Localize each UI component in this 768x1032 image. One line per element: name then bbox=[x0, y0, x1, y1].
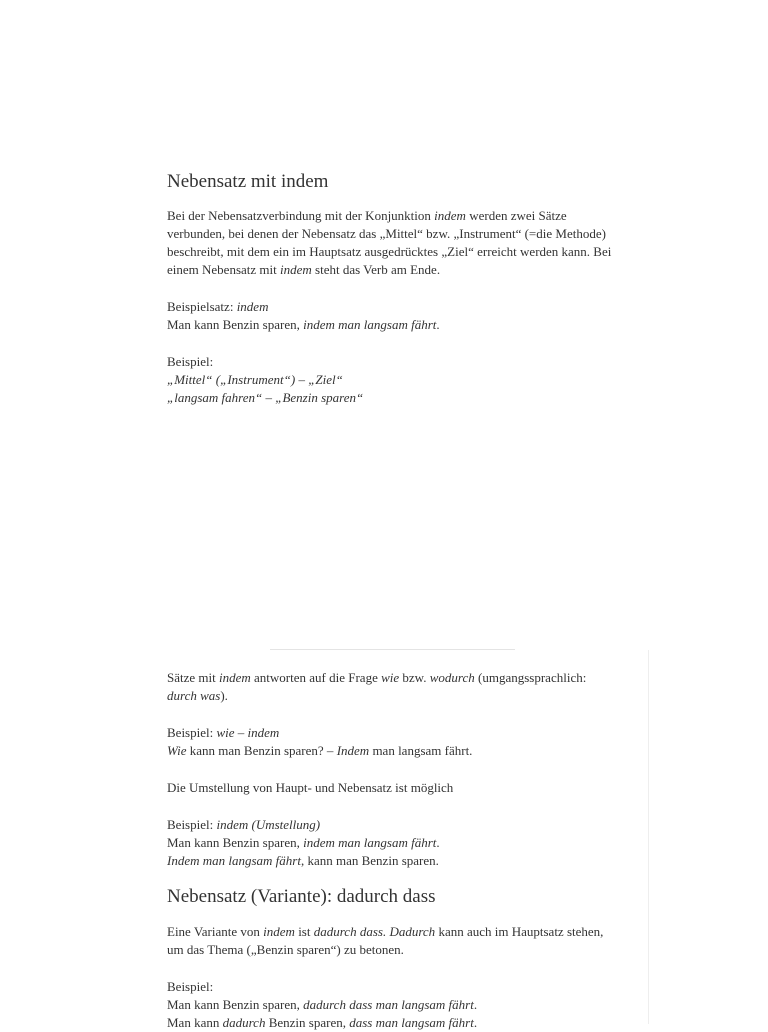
text-run: Sätze mit bbox=[167, 670, 219, 685]
example-label bbox=[167, 298, 612, 316]
text-run: ). bbox=[220, 688, 228, 703]
emphasis-text: indem bbox=[236, 299, 269, 314]
emphasis-text: „Mittel“ („Instrument“) – „Ziel“ bbox=[167, 372, 343, 387]
example-line-2 bbox=[167, 1014, 612, 1032]
text-run: Beispiel: bbox=[167, 725, 217, 740]
example2-line-2 bbox=[167, 852, 612, 870]
example2-line-1 bbox=[167, 371, 612, 389]
emphasis-text: indem bbox=[219, 670, 251, 685]
emphasis-text: durch was bbox=[167, 688, 221, 703]
text-run: Man kann Benzin sparen, bbox=[167, 835, 304, 850]
emphasis-text: indem man langsam fährt bbox=[303, 317, 437, 332]
emphasis-text: indem bbox=[280, 262, 312, 277]
section-heading-dadurch-dass: Nebensatz (Variante): dadurch dass bbox=[167, 886, 436, 907]
example-sentence bbox=[167, 316, 612, 334]
text-run: Die Umstellung von Haupt- und Nebensatz ist möglich bbox=[167, 780, 454, 795]
emphasis-text: indem bbox=[263, 924, 295, 939]
note-paragraph bbox=[167, 779, 612, 797]
emphasis-text: dadurch dass man langsam fährt bbox=[303, 997, 474, 1012]
emphasis-text: indem bbox=[434, 208, 466, 223]
emphasis-text: dadurch dass. Dadurch bbox=[313, 924, 436, 939]
emphasis-text: indem man langsam fährt bbox=[303, 835, 437, 850]
text-run: Beispielsatz: bbox=[167, 299, 237, 314]
text-run: Beispiel: bbox=[167, 354, 214, 369]
text-run: Man kann Benzin sparen, bbox=[167, 997, 304, 1012]
text-run: Man kann Benzin sparen, bbox=[167, 317, 304, 332]
text-run: Man kann bbox=[167, 1015, 223, 1030]
text-run: kann auch im Hauptsatz stehen, um das Thema („Benzin sparen“) zu betonen. bbox=[167, 924, 604, 957]
example-sentence bbox=[167, 742, 612, 760]
example-label bbox=[167, 978, 612, 996]
emphasis-text: wodurch bbox=[429, 670, 475, 685]
text-run: steht das Verb am Ende. bbox=[311, 262, 441, 277]
emphasis-text: indem (Umstellung) bbox=[216, 817, 321, 832]
divider-vertical bbox=[648, 650, 649, 1024]
emphasis-text: wie bbox=[381, 670, 400, 685]
text-run: werden zwei Sätze verbunden, bei denen der Nebensatz das „Mittel“ bzw. „Instrument“ (=die Methode) beschreibt, mit dem ein im Hauptsatz ausgedrücktes „Ziel“ erreicht werden kann. Bei einem Nebensatz mit bbox=[167, 208, 612, 277]
emphasis-text: wie – indem bbox=[216, 725, 280, 740]
example2-label bbox=[167, 353, 612, 371]
example-line-1 bbox=[167, 996, 612, 1014]
variant-intro-paragraph bbox=[167, 923, 612, 959]
text-run: Benzin sparen, bbox=[265, 1015, 350, 1030]
emphasis-text: „langsam fahren“ – „Benzin sparen“ bbox=[167, 390, 364, 405]
example2-line-2 bbox=[167, 389, 612, 407]
text-run: bzw. bbox=[399, 670, 430, 685]
text-run: ist bbox=[294, 924, 314, 939]
text-run: Beispiel: bbox=[167, 817, 217, 832]
text-run: kann man Benzin sparen? – bbox=[186, 743, 337, 758]
text-run: . bbox=[473, 1015, 478, 1030]
example2-line-1 bbox=[167, 834, 612, 852]
text-run: . bbox=[436, 835, 440, 850]
divider bbox=[270, 649, 515, 650]
text-run: Eine Variante von bbox=[167, 924, 264, 939]
emphasis-text: dadurch bbox=[222, 1015, 266, 1030]
example2-label bbox=[167, 816, 612, 834]
intro-paragraph bbox=[167, 207, 612, 279]
text-run: (umgangssprachlich: bbox=[474, 670, 587, 685]
text-run: man langsam fährt. bbox=[369, 743, 473, 758]
text-run: , kann man Benzin sparen. bbox=[300, 853, 439, 868]
emphasis-text: dass man langsam fährt bbox=[349, 1015, 474, 1030]
text-run: Beispiel: bbox=[167, 979, 214, 994]
emphasis-text: Wie bbox=[167, 743, 187, 758]
example-label bbox=[167, 724, 612, 742]
section-heading-indem: Nebensatz mit indem bbox=[167, 171, 329, 192]
text-run: Bei der Nebensatzverbindung mit der Konjunktion bbox=[167, 208, 435, 223]
text-run: . bbox=[436, 317, 440, 332]
emphasis-text: Indem man langsam fährt bbox=[167, 853, 301, 868]
text-run: . bbox=[473, 997, 478, 1012]
text-run: antworten auf die Frage bbox=[250, 670, 382, 685]
question-paragraph bbox=[167, 669, 612, 705]
emphasis-text: Indem bbox=[336, 743, 370, 758]
